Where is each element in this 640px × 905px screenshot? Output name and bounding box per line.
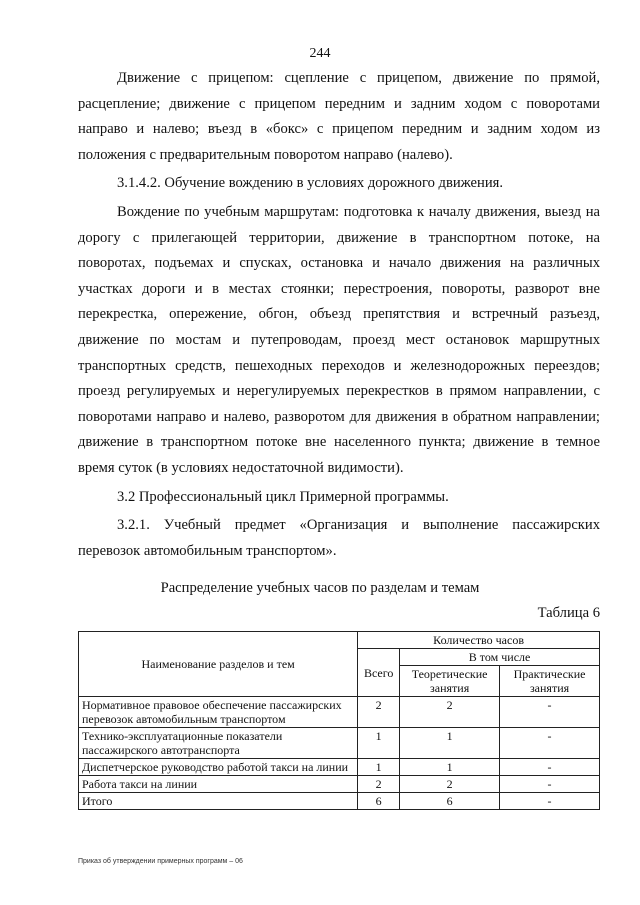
row-practice: - [500,793,600,810]
table-row [79,728,600,759]
header-name: Наименование разделов и тем [79,632,358,697]
table-total-row [79,793,600,810]
row-total: 6 [358,793,400,810]
row-name: Итого [79,793,358,810]
row-practice: - [500,728,600,759]
header-total: Всего [358,649,400,697]
row-practice: - [500,697,600,728]
table-row [79,776,600,793]
header-theory: Теоретические занятия [400,666,500,697]
row-theory: 1 [400,759,500,776]
row-practice: - [500,759,600,776]
table-caption: Распределение учебных часов по разделам и темам [160,580,480,596]
row-theory: 2 [400,776,500,793]
row-total: 1 [358,728,400,759]
section-heading-3-1-4-2: 3.1.4.2. Обучение вождению в условиях дорожного движения. [117,175,504,192]
header-practice: Практические занятия [500,666,600,697]
paragraph-route-driving: Вождение по учебным маршрутам: подготовка к началу движения, выезд на дорогу с прилегающей территории, движение в транспортном потоке, на поворотах, подъемах и спусках, остановка и начало движения на различных участках дороги и в местах стоянки; перестроения, повороты, разворот вне перекрестка, опережение, обгон, объезд препятствия и встречный разъезд, движение по мостам и путепроводам, проезд мест остановок маршрутных транспортных средств, пешеходных переходов и железнодорожных переездов; проезд регулируемых и нерегулируемых перекрестков в прямом направлении, с поворотами направо и налево, разворотом для движения в обратном направлении; движение в транспортном потоке вне населенного пункта; движение в темное время суток (в условиях недостаточной видимости). [78,203,600,476]
row-name: Работа такси на линии [79,776,358,793]
row-total: 1 [358,759,400,776]
row-name: Технико-эксплуатационные показатели пассажирского автотранспорта [79,728,358,759]
table-label: Таблица 6 [537,605,600,621]
page-number: 244 [309,46,331,61]
row-theory: 6 [400,793,500,810]
page-footer: Приказ об утверждении примерных программ – 06 [78,858,243,865]
row-total: 2 [358,697,400,728]
row-theory: 1 [400,728,500,759]
row-practice: - [500,776,600,793]
header-including: В том числе [400,649,600,666]
header-hours: Количество часов [358,632,600,649]
row-name: Нормативное правовое обеспечение пассажирских перевозок автомобильным транспортом [79,697,358,728]
row-name: Диспетчерское руководство работой такси на линии [79,759,358,776]
row-total: 2 [358,776,400,793]
section-heading-3-2: 3.2 Профессиональный цикл Примерной программы. [117,488,449,505]
section-heading-3-2-1: 3.2.1. Учебный предмет «Организация и выполнение пассажирских перевозок автомобильным транспортом». [78,517,600,559]
paragraph-trailer-driving: Движение с прицепом: сцепление с прицепом, движение по прямой, расцепление; движение с прицепом передним и задним ходом с поворотами направо и налево; въезд в «бокс» с прицепом передним и задним ходом из положения с предварительным поворотом направо (налево). [78,70,600,163]
document-body [78,66,600,564]
row-theory: 2 [400,697,500,728]
table-row [79,697,600,728]
hours-distribution-table [78,631,600,810]
table-row [79,759,600,776]
table-header-row [79,632,600,649]
